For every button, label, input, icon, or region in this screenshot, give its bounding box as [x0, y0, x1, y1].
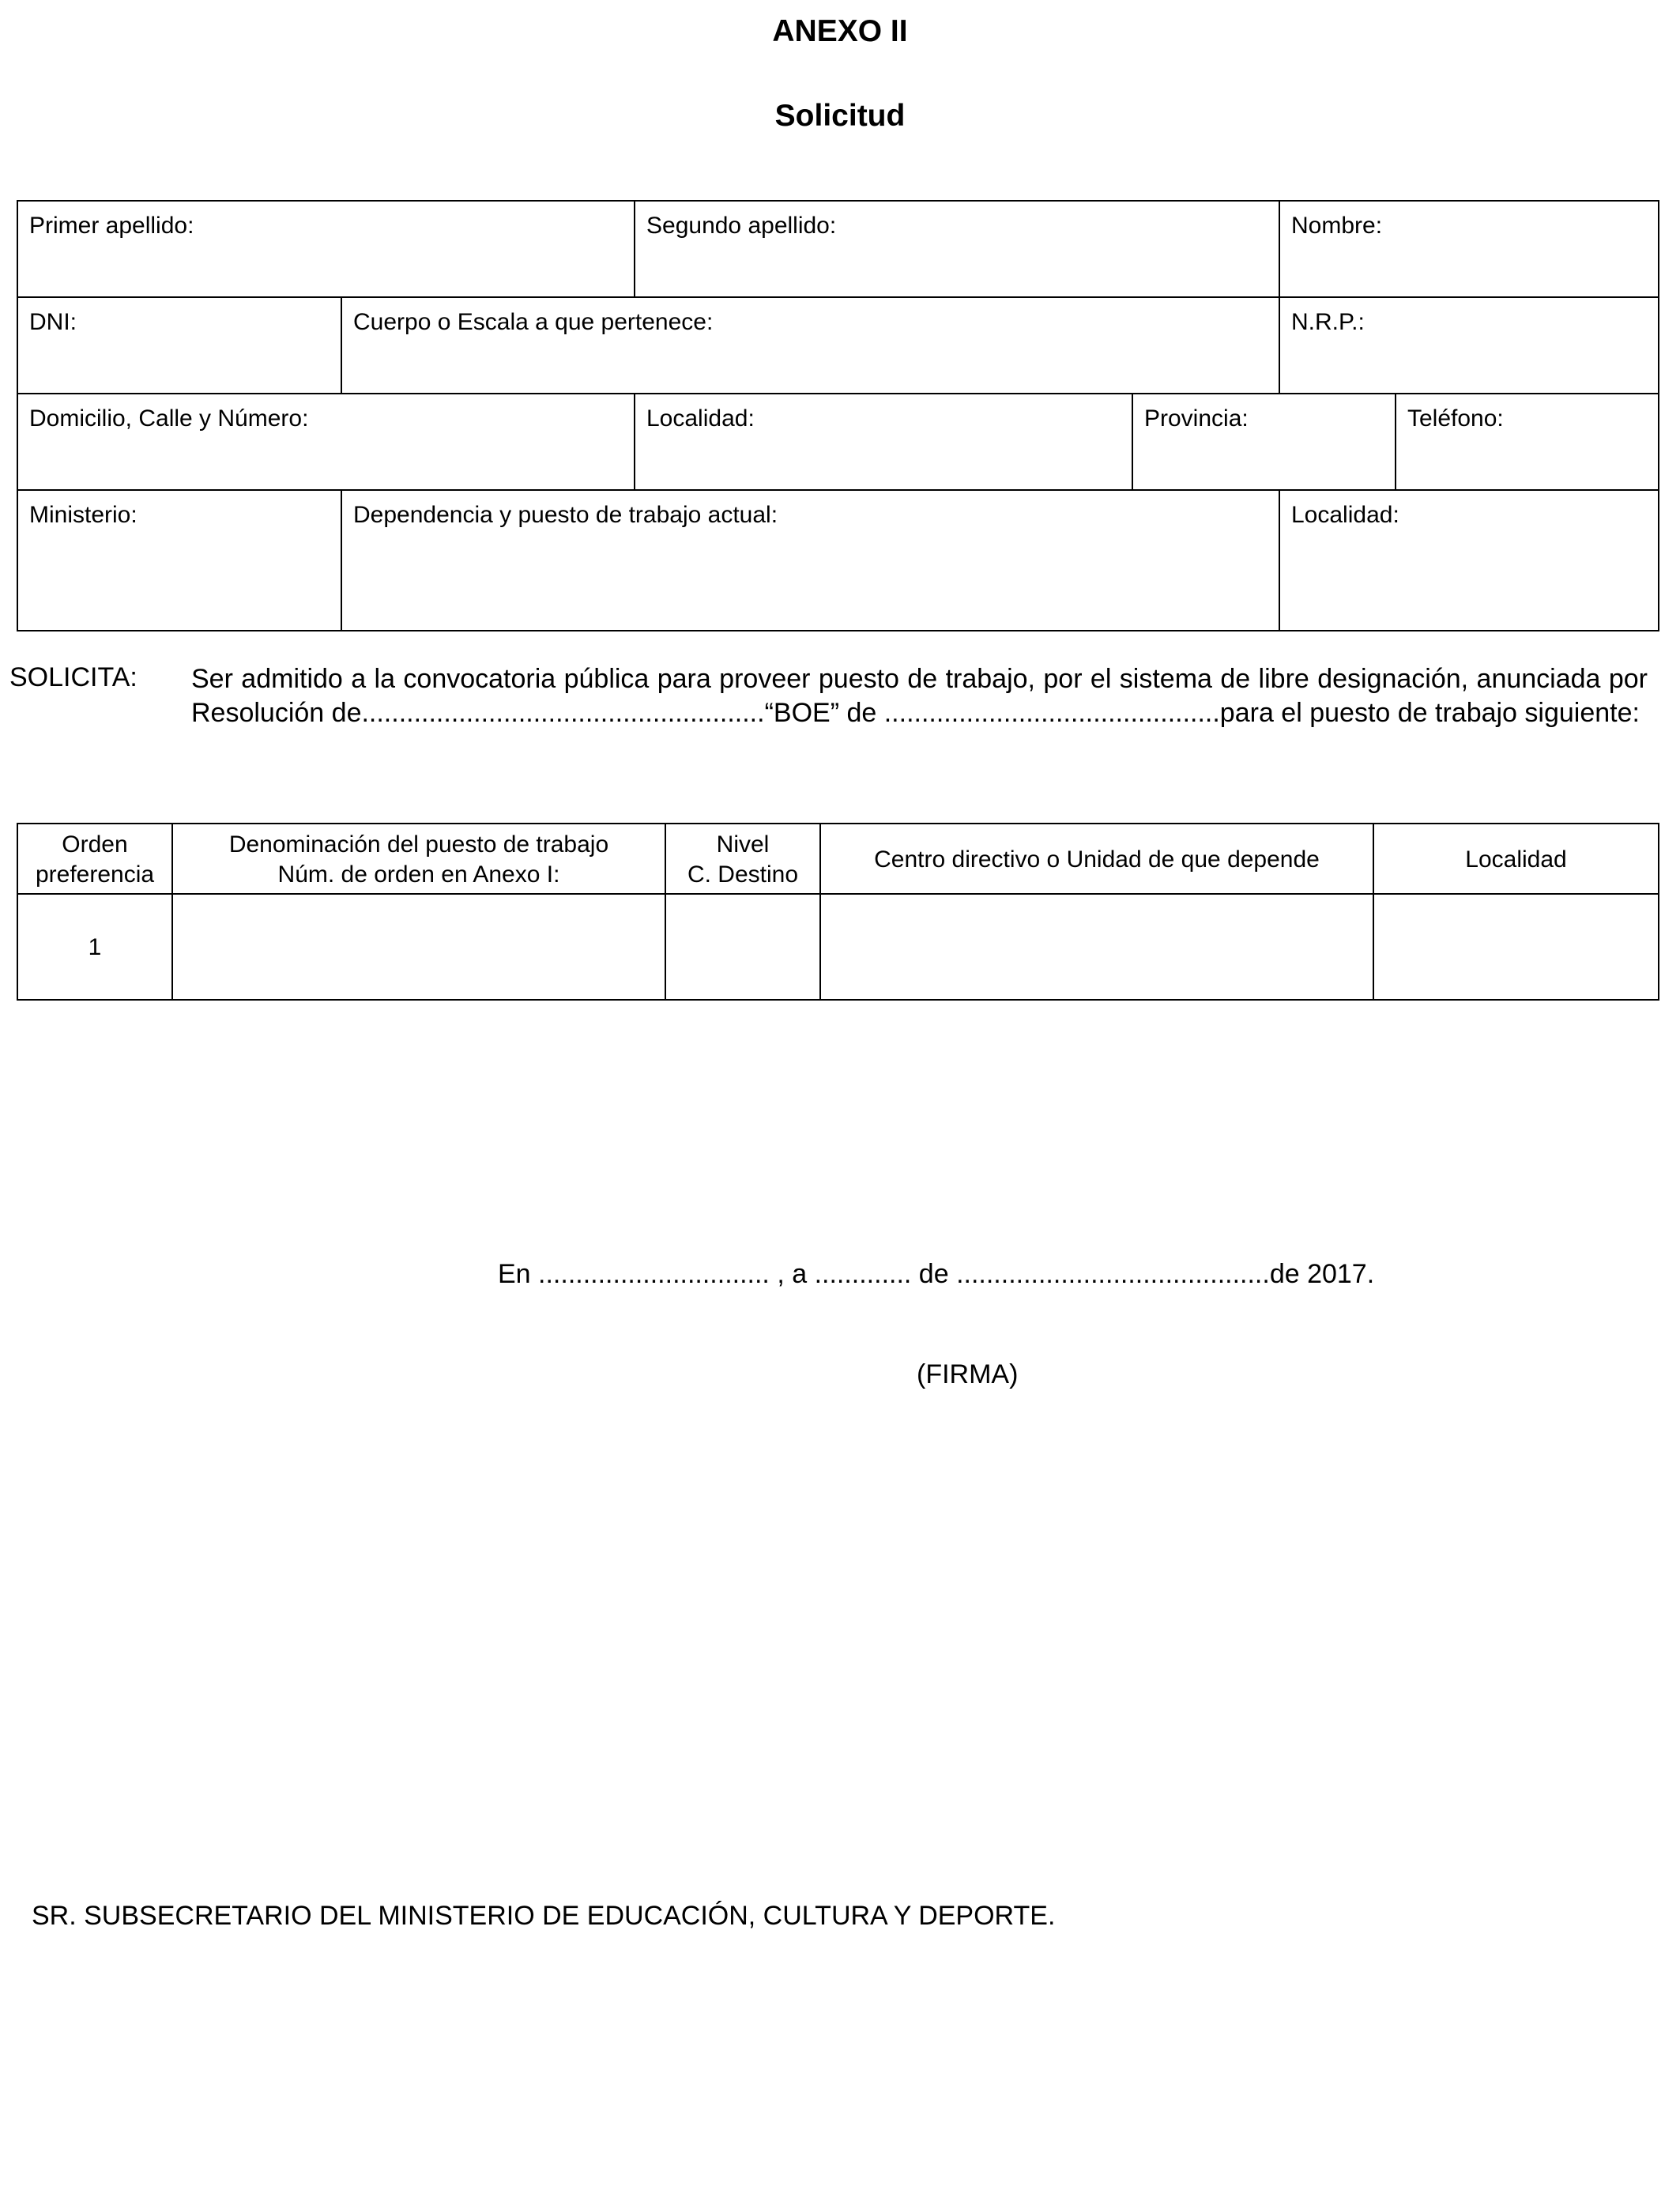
signature-label: (FIRMA)	[917, 1359, 1019, 1389]
field-label: Localidad:	[646, 405, 755, 432]
cell-orden[interactable]	[18, 895, 171, 1001]
field-primer-apellido[interactable]	[18, 202, 634, 296]
positions-table	[17, 823, 1659, 1001]
field-ministerio[interactable]	[18, 491, 341, 631]
field-nombre[interactable]	[1280, 202, 1658, 296]
field-nrp[interactable]	[1280, 298, 1658, 393]
personal-data-form	[17, 200, 1659, 631]
field-provincia[interactable]	[1133, 394, 1395, 489]
field-domicilio[interactable]	[18, 394, 634, 489]
field-dependencia[interactable]	[342, 491, 1279, 631]
field-label: N.R.P.:	[1291, 309, 1365, 335]
cell-denominacion[interactable]	[173, 895, 665, 1001]
cell-localidad[interactable]	[1374, 895, 1658, 1001]
header-label: Nivel C. Destino	[687, 831, 799, 888]
header-orden-preferencia	[18, 824, 171, 895]
header-label: Centro directivo o Unidad de que depende	[874, 846, 1320, 873]
field-label: Localidad:	[1291, 502, 1399, 528]
header-nivel	[666, 824, 819, 895]
field-telefono[interactable]	[1396, 394, 1658, 489]
header-label: Denominación del puesto de trabajo Núm. de orden en Anexo I:	[228, 831, 609, 888]
field-label: Nombre:	[1291, 213, 1383, 239]
field-label: Segundo apellido:	[646, 213, 837, 239]
field-localidad[interactable]	[635, 394, 1132, 489]
cell-nivel[interactable]	[666, 895, 819, 1001]
field-segundo-apellido[interactable]	[635, 202, 1279, 296]
field-dni[interactable]	[18, 298, 341, 393]
field-label: Provincia:	[1144, 405, 1249, 432]
cell-centro-directivo[interactable]	[821, 895, 1373, 1001]
header-label: Localidad	[1465, 846, 1567, 873]
header-label: Orden preferencia	[35, 831, 155, 888]
solicita-label: SOLICITA:	[9, 662, 137, 692]
header-localidad	[1374, 824, 1658, 895]
document-title: Solicitud	[774, 99, 906, 133]
field-label: DNI:	[29, 309, 77, 335]
addressee: SR. SUBSECRETARIO DEL MINISTERIO DE EDUCACIÓN, CULTURA Y DEPORTE.	[32, 1901, 1056, 1931]
annex-title: ANEXO II	[772, 14, 908, 48]
field-label: Dependencia y puesto de trabajo actual:	[353, 502, 778, 528]
field-label: Cuerpo o Escala a que pertenece:	[353, 309, 714, 335]
header-centro-directivo	[821, 824, 1373, 895]
field-label: Domicilio, Calle y Número:	[29, 405, 309, 432]
place-date-line: En ............................... , a ............. de ..........................................de 2017.	[498, 1259, 1375, 1289]
solicita-text: Ser admitido a la convocatoria pública para proveer puesto de trabajo, por el sistema de libre designación, anunciada por Resolución de......................................................“BOE” de .............................................para el puesto de trabajo siguiente:	[191, 664, 1648, 728]
field-localidad-trabajo[interactable]	[1280, 491, 1658, 631]
field-label: Ministerio:	[29, 502, 137, 528]
field-label: Teléfono:	[1407, 405, 1504, 432]
field-cuerpo-escala[interactable]	[342, 298, 1279, 393]
cell-value: 1	[88, 934, 102, 960]
field-label: Primer apellido:	[29, 213, 194, 239]
header-denominacion	[173, 824, 665, 895]
